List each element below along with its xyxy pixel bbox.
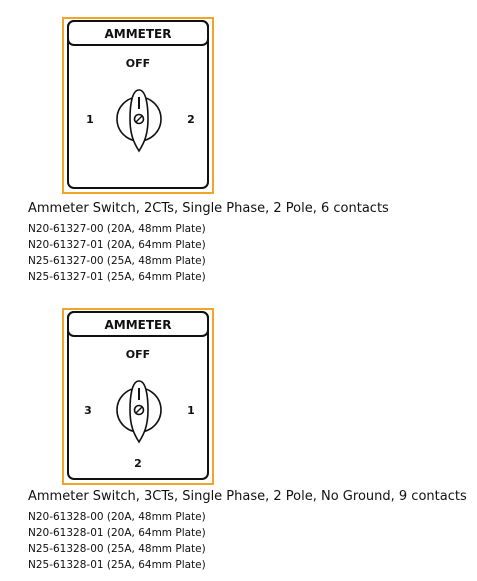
part-number: N20-61327-00 (20A, 48mm Plate) xyxy=(28,223,206,235)
part-number: N20-61328-00 (20A, 48mm Plate) xyxy=(28,511,206,523)
position-label-left: 1 xyxy=(86,113,94,126)
position-label-right: 1 xyxy=(187,404,195,417)
position-label-off: OFF xyxy=(125,348,151,361)
part-number-list xyxy=(28,509,206,573)
product-description: Ammeter Switch, 2CTs, Single Phase, 2 Pole, 6 contacts xyxy=(28,201,389,216)
switch-diagram-frame xyxy=(62,308,214,485)
part-number: N25-61328-00 (25A, 48mm Plate) xyxy=(28,543,206,555)
part-number: N20-61327-01 (20A, 64mm Plate) xyxy=(28,239,206,251)
plate-title: AMMETER xyxy=(104,27,172,41)
switch-plate-diagram xyxy=(64,19,212,192)
position-label-right: 2 xyxy=(187,113,195,126)
part-number-list xyxy=(28,221,206,285)
position-label-left: 3 xyxy=(84,404,92,417)
product-block-2 xyxy=(0,290,477,581)
part-number: N25-61328-01 (25A, 64mm Plate) xyxy=(28,559,206,571)
part-number: N25-61327-01 (25A, 64mm Plate) xyxy=(28,271,206,283)
part-number: N25-61327-00 (25A, 48mm Plate) xyxy=(28,255,206,267)
position-label-off: OFF xyxy=(125,57,151,70)
product-description: Ammeter Switch, 3CTs, Single Phase, 2 Pole, No Ground, 9 contacts xyxy=(28,489,467,504)
switch-plate-diagram xyxy=(64,310,212,483)
plate-title: AMMETER xyxy=(104,318,172,332)
switch-diagram-frame xyxy=(62,17,214,194)
position-label-bottom: 2 xyxy=(134,457,142,470)
product-block-1 xyxy=(0,0,477,290)
part-number: N20-61328-01 (20A, 64mm Plate) xyxy=(28,527,206,539)
